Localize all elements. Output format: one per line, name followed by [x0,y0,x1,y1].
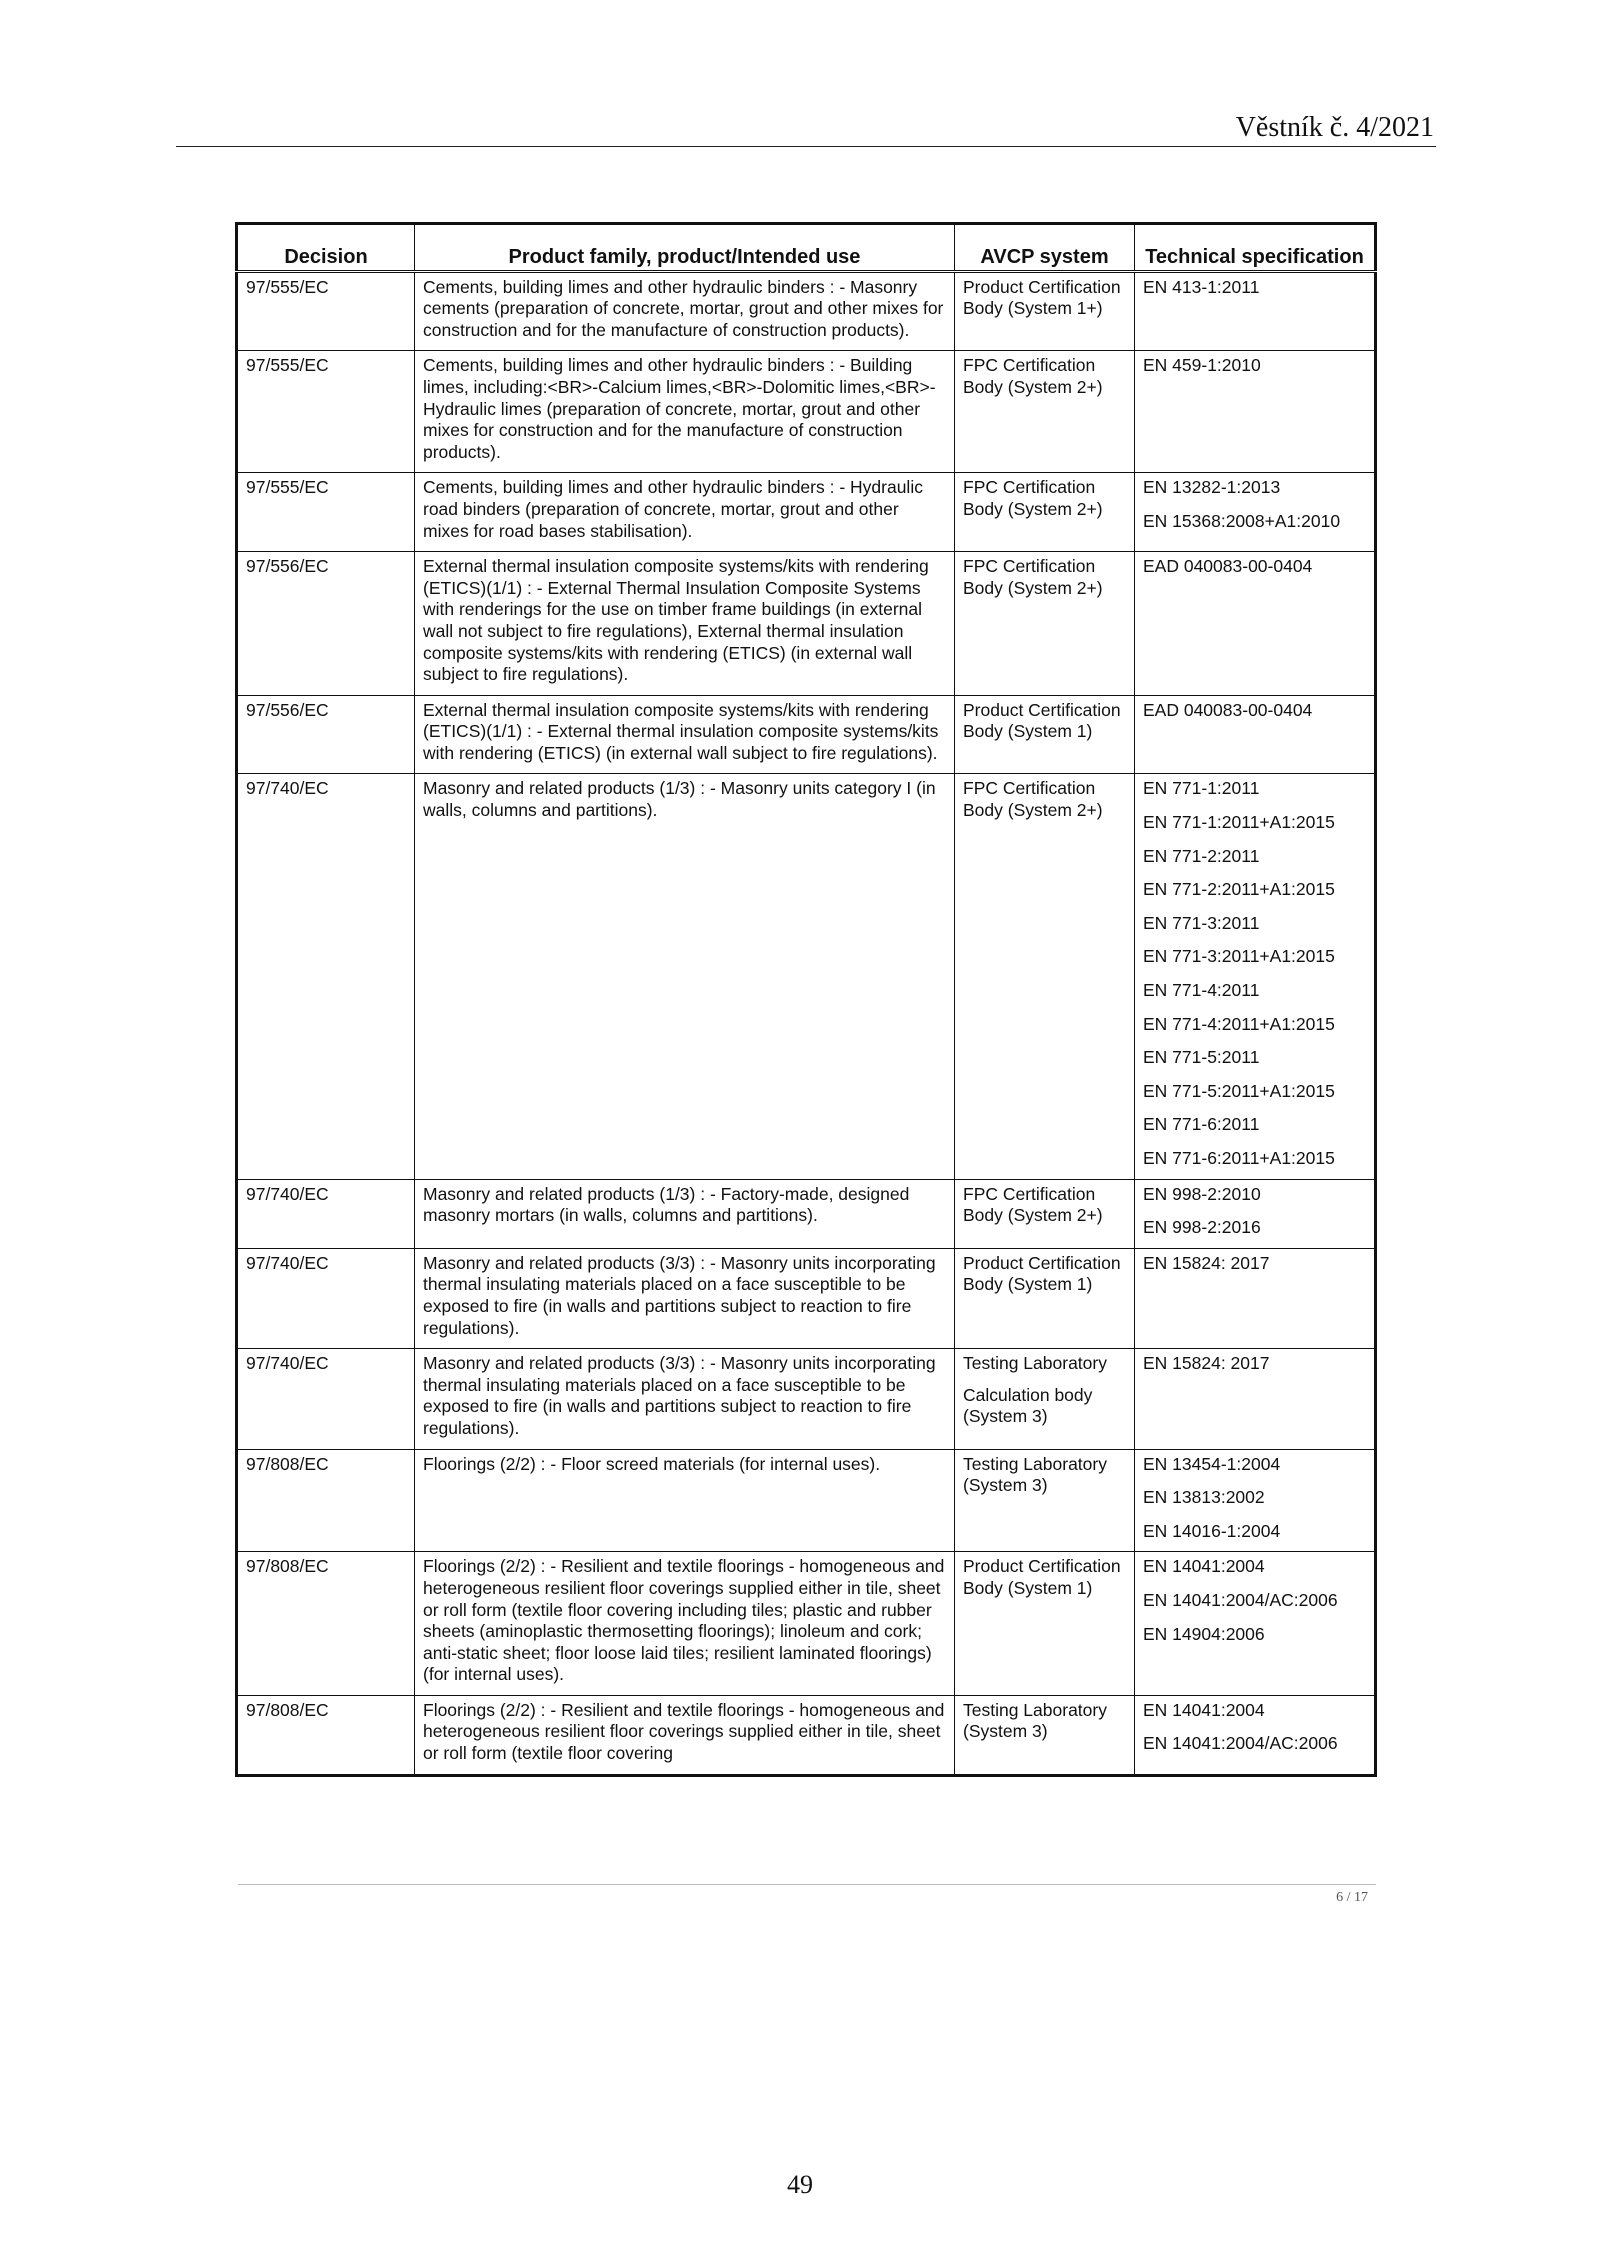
journal-title: Věstník č. 4/2021 [1235,112,1434,143]
avcp-system-text: Product Certification Body (System 1+) [963,276,1121,319]
technical-specification-cell [1135,351,1376,473]
product-cell: Floorings (2/2) : - Floor screed materials (for internal uses). [415,1449,955,1552]
avcp-cell [955,552,1135,696]
avcp-cell [955,271,1135,351]
avcp-system-text: Testing Laboratory (System 3) [963,1453,1107,1496]
avcp-system-text: Calculation body (System 3) [963,1384,1093,1427]
table-body [237,271,1376,1775]
standards-table-container [235,222,1377,1777]
product-cell: Masonry and related products (3/3) : - Masonry units incorporating thermal insulating materials placed on a face susceptible to be exposed to fire (in walls and partitions subject to reaction to fire regulations). [415,1349,955,1449]
product-cell: Masonry and related products (1/3) : - Masonry units category I (in walls, columns and partitions). [415,774,955,1179]
technical-specification-cell [1135,695,1376,774]
technical-specification-item: EN 13813:2002 [1143,1487,1265,1508]
technical-specification-cell [1135,1552,1376,1696]
technical-specification-cell [1135,1349,1376,1449]
avcp-cell [955,473,1135,552]
technical-specification-item: EN 13454-1:2004 [1143,1453,1281,1474]
technical-specification-cell [1135,473,1376,552]
technical-specification-item: EAD 040083-00-0404 [1143,556,1313,577]
technical-specification-cell [1135,1449,1376,1552]
decision-cell: 97/555/EC [237,271,415,351]
product-cell: Masonry and related products (3/3) : - Masonry units incorporating thermal insulating materials placed on a face susceptible to be exposed to fire (in walls and partitions subject to reaction to fire regulations). [415,1248,955,1348]
technical-specification-cell [1135,774,1376,1179]
decision-cell: 97/556/EC [237,695,415,774]
column-header-avcp: AVCP system [955,224,1135,272]
decision-cell: 97/740/EC [237,1248,415,1348]
technical-specification-item: EN 13282-1:2013 [1143,477,1281,498]
technical-specification-item: EN 771-2:2011+A1:2015 [1143,879,1335,900]
avcp-cell [955,1349,1135,1449]
technical-specification-cell [1135,1695,1376,1775]
decision-cell: 97/808/EC [237,1449,415,1552]
table-row [237,1179,1376,1248]
avcp-cell [955,774,1135,1179]
decision-cell: 97/556/EC [237,552,415,696]
technical-specification-item: EN 771-4:2011+A1:2015 [1143,1013,1335,1034]
decision-cell: 97/808/EC [237,1552,415,1696]
product-cell: External thermal insulation composite systems/kits with rendering (ETICS)(1/1) : - External Thermal Insulation Composite Systems with renderings for the use on timber frame buildings (in external wall not subject to fire regulations), External thermal insulation composite systems/kits with rendering (ETICS) (in external wall subject to fire regulations). [415,552,955,696]
avcp-system-text: Testing Laboratory [963,1353,1107,1374]
avcp-system-text: Product Certification Body (System 1) [963,699,1121,742]
avcp-system-text: Product Certification Body (System 1) [963,1556,1121,1598]
table-row [237,473,1376,552]
product-cell: Floorings (2/2) : - Resilient and textile floorings - homogeneous and heterogeneous resilient floor coverings supplied either in tile, sheet or roll form (textile floor covering [415,1695,955,1775]
avcp-system-text: FPC Certification Body (System 2+) [963,556,1103,598]
technical-specification-item: EN 413-1:2011 [1143,276,1260,297]
technical-specification-item: EN 771-1:2011+A1:2015 [1143,812,1335,833]
avcp-cell [955,1179,1135,1248]
technical-specification-item: EN 15368:2008+A1:2010 [1143,510,1341,531]
product-cell: Floorings (2/2) : - Resilient and textile floorings - homogeneous and heterogeneous resilient floor coverings supplied either in tile, sheet or roll form (textile floor covering including tiles; plastic and rubber sheets (aminoplastic thermosetting floorings); linoleum and cork; anti-static sheet; floor loose laid tiles; resilient laminated floorings) (for internal uses). [415,1552,955,1696]
column-header-decision: Decision [237,224,415,272]
table-row [237,1695,1376,1775]
technical-specification-item: EN 998-2:2010 [1143,1183,1261,1204]
technical-specification-item: EN 771-6:2011+A1:2015 [1143,1148,1335,1168]
avcp-system-text: Product Certification Body (System 1) [963,1252,1121,1295]
technical-specification-item: EN 459-1:2010 [1143,355,1261,376]
table-row [237,552,1376,696]
technical-specification-item: EN 771-5:2011 [1143,1047,1260,1068]
technical-specification-item: EAD 040083-00-0404 [1143,699,1313,720]
page-number: 49 [787,2170,813,2199]
avcp-system-text: FPC Certification Body (System 2+) [963,778,1103,821]
column-header-technical-specification: Technical specification [1135,224,1376,272]
decision-cell: 97/740/EC [237,1179,415,1248]
avcp-system-text: FPC Certification Body (System 2+) [963,355,1103,397]
technical-specification-item: EN 771-1:2011 [1143,778,1260,799]
technical-specification-item: EN 15824: 2017 [1143,1252,1270,1273]
technical-specification-item: EN 14041:2004/AC:2006 [1143,1589,1338,1610]
avcp-cell [955,1552,1135,1696]
table-header-row [237,224,1376,272]
technical-specification-item: EN 14016-1:2004 [1143,1520,1281,1541]
avcp-cell [955,695,1135,774]
table-row [237,271,1376,351]
technical-specification-item: EN 771-3:2011+A1:2015 [1143,946,1335,967]
footer-divider [238,1884,1376,1885]
technical-specification-item: EN 771-6:2011 [1143,1114,1260,1135]
technical-specification-item: EN 15824: 2017 [1143,1353,1270,1374]
technical-specification-item: EN 771-3:2011 [1143,912,1260,933]
avcp-cell [955,1248,1135,1348]
technical-specification-item: EN 998-2:2016 [1143,1217,1261,1238]
page-fraction: 6 / 17 [1336,1890,1368,1905]
table-row [237,695,1376,774]
avcp-system-text: FPC Certification Body (System 2+) [963,477,1103,519]
avcp-cell [955,1695,1135,1775]
product-cell: Masonry and related products (1/3) : - Factory-made, designed masonry mortars (in walls, columns and partitions). [415,1179,955,1248]
standards-table [235,222,1377,1777]
technical-specification-item: EN 771-4:2011 [1143,980,1260,1001]
table-row [237,1552,1376,1696]
technical-specification-cell [1135,552,1376,696]
product-cell: Cements, building limes and other hydraulic binders : - Hydraulic road binders (preparation of concrete, mortar, grout and other mixes for road bases stabilisation). [415,473,955,552]
technical-specification-item: EN 771-5:2011+A1:2015 [1143,1080,1335,1101]
technical-specification-item: EN 14041:2004/AC:2006 [1143,1733,1338,1754]
product-cell: Cements, building limes and other hydraulic binders : - Masonry cements (preparation of concrete, mortar, grout and other mixes for construction and for the manufacture of construction products). [415,271,955,351]
decision-cell: 97/555/EC [237,473,415,552]
product-cell: External thermal insulation composite systems/kits with rendering (ETICS)(1/1) : - External thermal insulation composite systems/kits with rendering (ETICS) (in external wall subject to fire regulations). [415,695,955,774]
technical-specification-cell [1135,1179,1376,1248]
avcp-cell [955,1449,1135,1552]
table-row [237,1449,1376,1552]
table-row [237,774,1376,1179]
technical-specification-cell [1135,1248,1376,1348]
technical-specification-item: EN 14041:2004 [1143,1699,1265,1720]
avcp-system-text: Testing Laboratory (System 3) [963,1699,1107,1742]
technical-specification-item: EN 14904:2006 [1143,1623,1265,1644]
avcp-system-text: FPC Certification Body (System 2+) [963,1183,1103,1226]
table-row [237,1248,1376,1348]
table-row [237,351,1376,473]
column-header-product: Product family, product/Intended use [415,224,955,272]
decision-cell: 97/740/EC [237,1349,415,1449]
technical-specification-item: EN 771-2:2011 [1143,845,1260,866]
product-cell: Cements, building limes and other hydraulic binders : - Building limes, including:<BR>-Calcium limes,<BR>-Dolomitic limes,<BR>-Hydraulic limes (preparation of concrete, mortar, grout and other mixes for construction and for the manufacture of construction products). [415,351,955,473]
avcp-cell [955,351,1135,473]
table-row [237,1349,1376,1449]
technical-specification-cell [1135,271,1376,351]
decision-cell: 97/740/EC [237,774,415,1179]
header-divider [176,146,1436,147]
technical-specification-item: EN 14041:2004 [1143,1556,1265,1577]
decision-cell: 97/555/EC [237,351,415,473]
decision-cell: 97/808/EC [237,1695,415,1775]
